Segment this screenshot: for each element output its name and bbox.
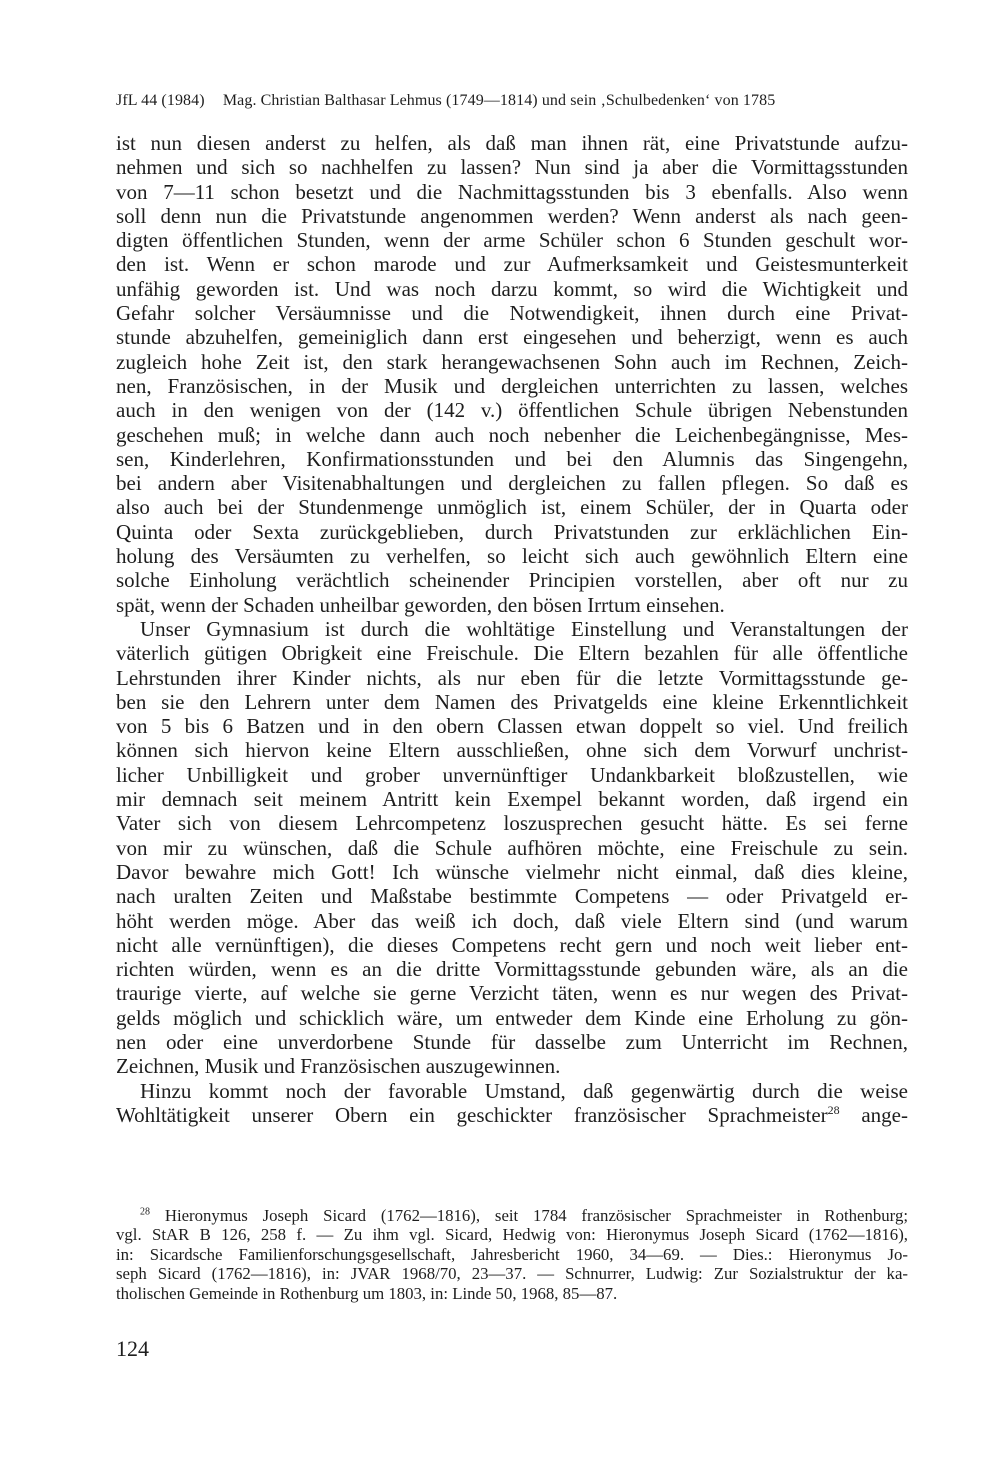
text-line: können sich hiervon keine Eltern ausschließen, ohne sich dem Vorwurf unchrist- bbox=[116, 738, 908, 763]
footnote-marker: 28 bbox=[140, 1206, 150, 1218]
footnote-line: vgl. StAR B 126, 258 f. — Zu ihm vgl. Sicard, Hedwig von: Hieronymus Joseph Sicard (1762—1816), bbox=[116, 1225, 908, 1245]
text-line: nen, Französischen, in der Musik und dergleichen unterrichten zu lassen, welches bbox=[116, 373, 908, 398]
text-segment: ange- bbox=[861, 1102, 908, 1127]
text-line: also auch bei der Stundenmenge unmöglich ist, einem Schüler, der in Quarta oder bbox=[116, 495, 908, 520]
text-line: ist nun diesen anderst zu helfen, als daß man ihnen rät, eine Privatstunde aufzu- bbox=[116, 131, 908, 155]
text-line: Zeichnen, Musik und Französischen auszugewinnen. bbox=[116, 1054, 561, 1079]
body-text bbox=[116, 131, 908, 1127]
paragraph-start-line: Unser Gymnasium ist durch die wohltätige Einstellung und Veranstaltungen der bbox=[140, 616, 908, 641]
text-line: solche Einholung verächtlich scheinender Principien vorstellen, aber oft nur zu bbox=[116, 568, 908, 593]
footnote-line: in: Sicardsche Familienforschungsgesellschaft, Jahresbericht 1960, 34—69. — Dies.: Hieronymus Jo- bbox=[116, 1244, 908, 1264]
text-line: ben sie den Lehrern unter dem Namen des Privatgelds eine kleine Erkenntlichkeit bbox=[116, 689, 908, 714]
footnote-line bbox=[116, 1206, 908, 1225]
text-line: zugleich hohe Zeit ist, den stark herangewachsenen Sohn auch im Rechnen, Zeich- bbox=[116, 349, 908, 374]
text-line: sen, Kinderlehren, Konfirmationsstunden und bei den Alumnis das Singengehn, bbox=[116, 446, 908, 471]
journal-reference: JfL 44 (1984) bbox=[116, 92, 205, 109]
text-line: Davor bewahre mich Gott! Ich wünsche vielmehr nicht einmal, daß dies kleine, bbox=[116, 859, 908, 884]
footnote-line: tholischen Gemeinde in Rothenburg um 1803, in: Linde 50, 1968, 85—87. bbox=[116, 1283, 618, 1303]
text-line: auch in den wenigen von der (142 v.) öffentlichen Schule übrigen Nebenstunden bbox=[116, 398, 908, 423]
text-line: geschehen muß; in welche dann auch noch nebenher die Leichenbegängnisse, Mes- bbox=[116, 422, 908, 447]
text-line: unfähig geworden ist. Und was noch darzu kommt, so wird die Wichtigkeit und bbox=[116, 276, 908, 301]
page-number: 124 bbox=[116, 1336, 149, 1361]
text-line: stunde abzuhelfen, gemeiniglich dann erst eingesehen und beherzigt, wenn es auch bbox=[116, 325, 908, 350]
text-line: nicht alle vernünftigen), die dieses Competens recht gern und noch weit lieber ent- bbox=[116, 932, 908, 957]
text-line-with-footnote bbox=[116, 1103, 908, 1127]
text-line: digten öffentlichen Stunden, wenn der arme Schüler schon 6 Stunden geschult wor- bbox=[116, 228, 908, 253]
text-line: mir demnach seit meinem Antritt kein Exempel bekannt worden, daß irgend ein bbox=[116, 787, 908, 812]
text-line: Gefahr solcher Versäumnisse und die Notwendigkeit, ihnen durch eine Privat- bbox=[116, 301, 908, 326]
text-line: licher Unbilligkeit und grober unvernünftiger Undankbarkeit bloßzustellen, wie bbox=[116, 762, 908, 787]
running-header bbox=[116, 92, 916, 110]
text-line: von 7—11 schon besetzt und die Nachmittagsstunden bis 3 ebenfalls. Also wenn bbox=[116, 179, 908, 204]
footnote bbox=[116, 1206, 908, 1303]
text-line: traurige vierte, auf welche sie gerne Verzicht täten, wenn es nur wegen des Privat- bbox=[116, 981, 908, 1006]
text-line: nach uralten Zeiten und Maßstabe bestimmte Competens — oder Privatgeld er- bbox=[116, 884, 908, 909]
text-line: den ist. Wenn er schon marode und zur Aufmerksamkeit und Geistesmunterkeit bbox=[116, 252, 908, 277]
article-title: Mag. Christian Balthasar Lehmus (1749—1814) und sein ‚Schulbedenken‘ von 1785 bbox=[222, 92, 776, 109]
text-segment: Wohltätigkeit unserer Obern ein geschickter französischer Sprachmeister bbox=[116, 1102, 828, 1127]
text-line: gelds möglich und schicklich wäre, um entweder dem Kinde eine Erholung zu gön- bbox=[116, 1005, 908, 1030]
paragraph-start-line: Hinzu kommt noch der favorable Umstand, daß gegenwärtig durch die weise bbox=[140, 1078, 908, 1103]
footnote-text: Hieronymus Joseph Sicard (1762—1816), seit 1784 französischer Sprachmeister in Rothenburg; bbox=[164, 1206, 908, 1225]
text-line: höht werden möge. Aber das weiß ich doch, daß viele Eltern sind (und warum bbox=[116, 908, 908, 933]
text-line: Vater sich von diesem Lehrcompetenz loszusprechen gesucht hätte. Es sei ferne bbox=[116, 811, 908, 836]
footnote-reference[interactable]: 28 bbox=[827, 1102, 840, 1117]
text-line: richten würden, wenn es an die dritte Vormittagsstunde gebunden wäre, als an die bbox=[116, 957, 908, 982]
text-line: spät, wenn der Schaden unheilbar geworden, den bösen Irrtum einsehen. bbox=[116, 592, 725, 617]
text-line: väterlich gütigen Obrigkeit eine Freischule. Die Eltern bezahlen für alle öffentliche bbox=[116, 641, 908, 666]
footnote-line: seph Sicard (1762—1816), in: JVAR 1968/70, 23—37. — Schnurrer, Ludwig: Zur Sozialstruktur der ka- bbox=[116, 1264, 908, 1284]
text-line: holung des Versäumten zu verhelfen, so leicht sich auch gewöhnlich Eltern eine bbox=[116, 544, 908, 569]
text-line: soll denn nun die Privatstunde angenommen werden? Wenn anderst als nach geen- bbox=[116, 203, 908, 228]
text-line: nehmen und sich so nachhelfen zu lassen? Nun sind ja aber die Vormittagsstunden bbox=[116, 155, 908, 180]
text-line: Quinta oder Sexta zurückgeblieben, durch Privatstunden zur erklächlichen Ein- bbox=[116, 519, 908, 544]
text-line: nen oder eine unverdorbene Stunde für dasselbe zum Unterricht im Rechnen, bbox=[116, 1029, 908, 1054]
text-line: bei andern aber Visitenabhaltungen und dergleichen zu fallen pflegen. So daß es bbox=[116, 471, 908, 496]
text-line: Lehrstunden ihrer Kinder nichts, als nur eben für die letzte Vormittagsstunde ge- bbox=[116, 665, 908, 690]
text-line: von 5 bis 6 Batzen und in den obern Classen etwan doppelt so viel. Und freilich bbox=[116, 714, 908, 739]
text-line: von mir zu wünschen, daß die Schule aufhören möchte, eine Freischule zu sein. bbox=[116, 835, 908, 860]
